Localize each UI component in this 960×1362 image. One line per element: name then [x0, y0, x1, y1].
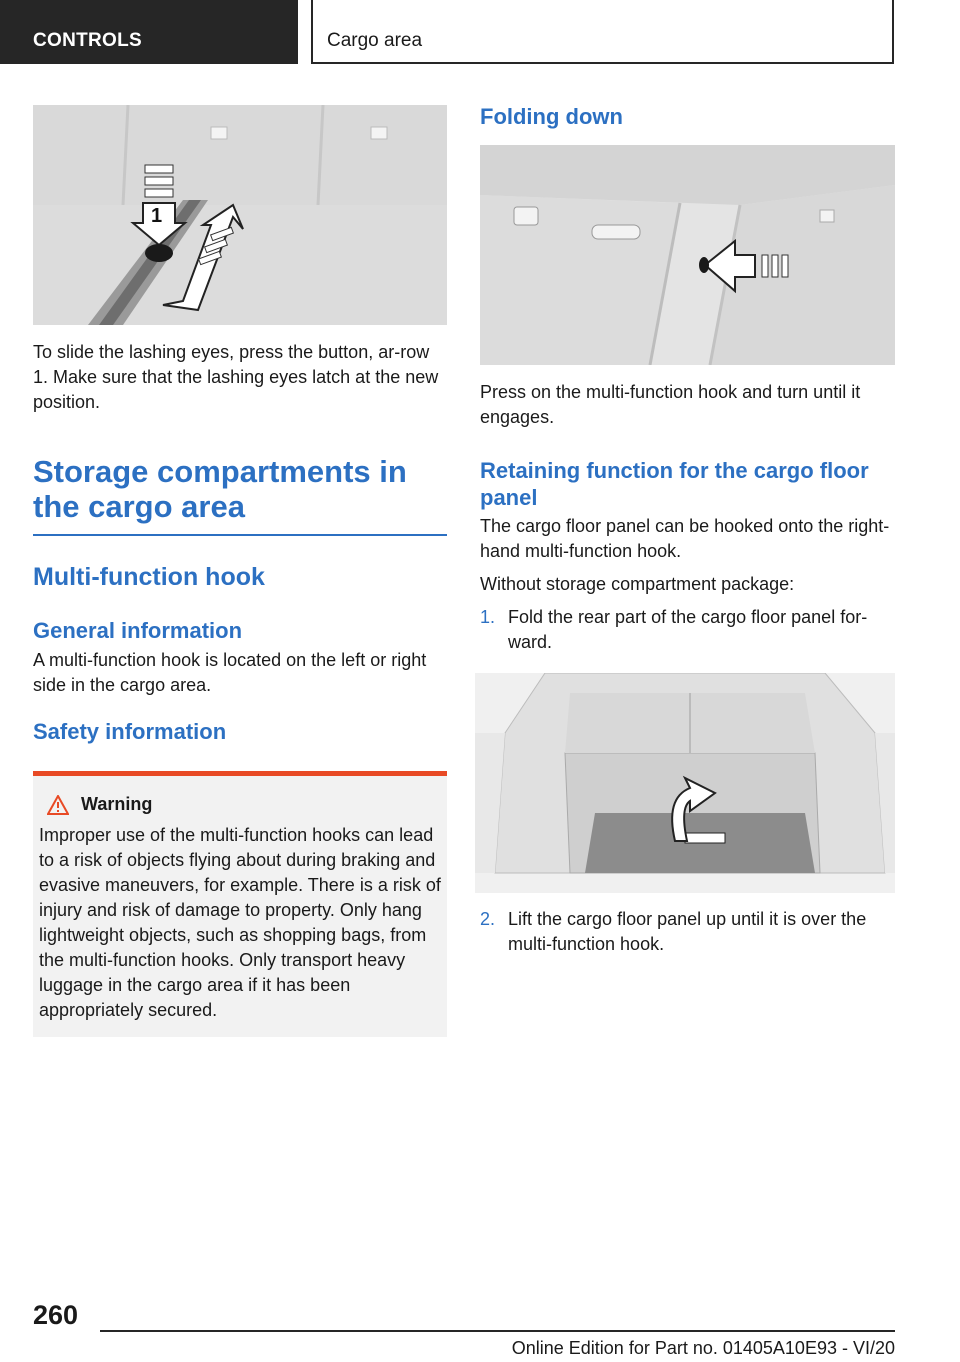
section-label: CONTROLS — [33, 30, 143, 51]
step-number: 1. — [480, 607, 496, 627]
left-column — [33, 105, 447, 1037]
page-header-title-box — [311, 0, 894, 64]
right-column — [480, 105, 895, 957]
without-package-text: Without storage compartment package: — [480, 574, 795, 594]
retaining-function-text: The cargo floor panel can be hooked onto the right-hand multi-function hook. — [480, 516, 890, 561]
lashing-caption: To slide the lashing eyes, press the button, ar-row 1. Make sure that the lashing eyes latch at the new position. — [33, 342, 439, 412]
section-tab — [0, 0, 298, 64]
page-number: 260 — [33, 1300, 79, 1330]
warning-header — [47, 794, 441, 815]
list-item — [480, 605, 895, 655]
heading-retaining-function: Retaining function for the cargo floor panel — [480, 458, 869, 510]
warning-text: Improper use of the multi-function hooks can lead to a risk of objects flying about during braking and evasive maneuvers, for example. There is a risk of injury and risk of damage to property. Only hang lightweight objects, such as shopping bags, from the multi-function hooks. Only transport heavy luggage in the cargo area if it has been appropriately secured. — [39, 825, 441, 1020]
footer-divider — [100, 1330, 895, 1332]
heading-storage-compartments: Storage compartments in the cargo area — [33, 454, 447, 536]
lashing-eye-figure — [33, 105, 447, 325]
warning-triangle-icon — [47, 795, 69, 815]
page-title: Cargo area — [327, 30, 423, 51]
general-information-text: A multi-function hook is located on the left or right side in the cargo area. — [33, 650, 427, 695]
cargo-floor-panel-figure — [475, 673, 895, 893]
warning-box — [33, 771, 447, 1037]
heading-safety-information: Safety information — [33, 719, 227, 744]
step-text: Lift the cargo floor panel up until it is over the multi-function hook. — [508, 909, 867, 954]
heading-general-information: General information — [33, 618, 243, 643]
heading-multi-function-hook: Multi-function hook — [33, 563, 265, 591]
heading-folding-down: Folding down — [480, 104, 623, 129]
folding-down-text: Press on the multi-function hook and turn until it engages. — [480, 382, 861, 427]
warning-title: Warning — [81, 794, 153, 814]
footer-edition: Online Edition for Part no. 01405A10E93 - VI/20 — [511, 1338, 895, 1358]
arrow-1-label: 1 — [151, 205, 163, 227]
multi-function-hook-figure — [480, 145, 895, 365]
step-number: 2. — [480, 909, 496, 929]
list-item — [480, 907, 895, 957]
step-text: Fold the rear part of the cargo floor panel for-ward. — [508, 607, 868, 652]
